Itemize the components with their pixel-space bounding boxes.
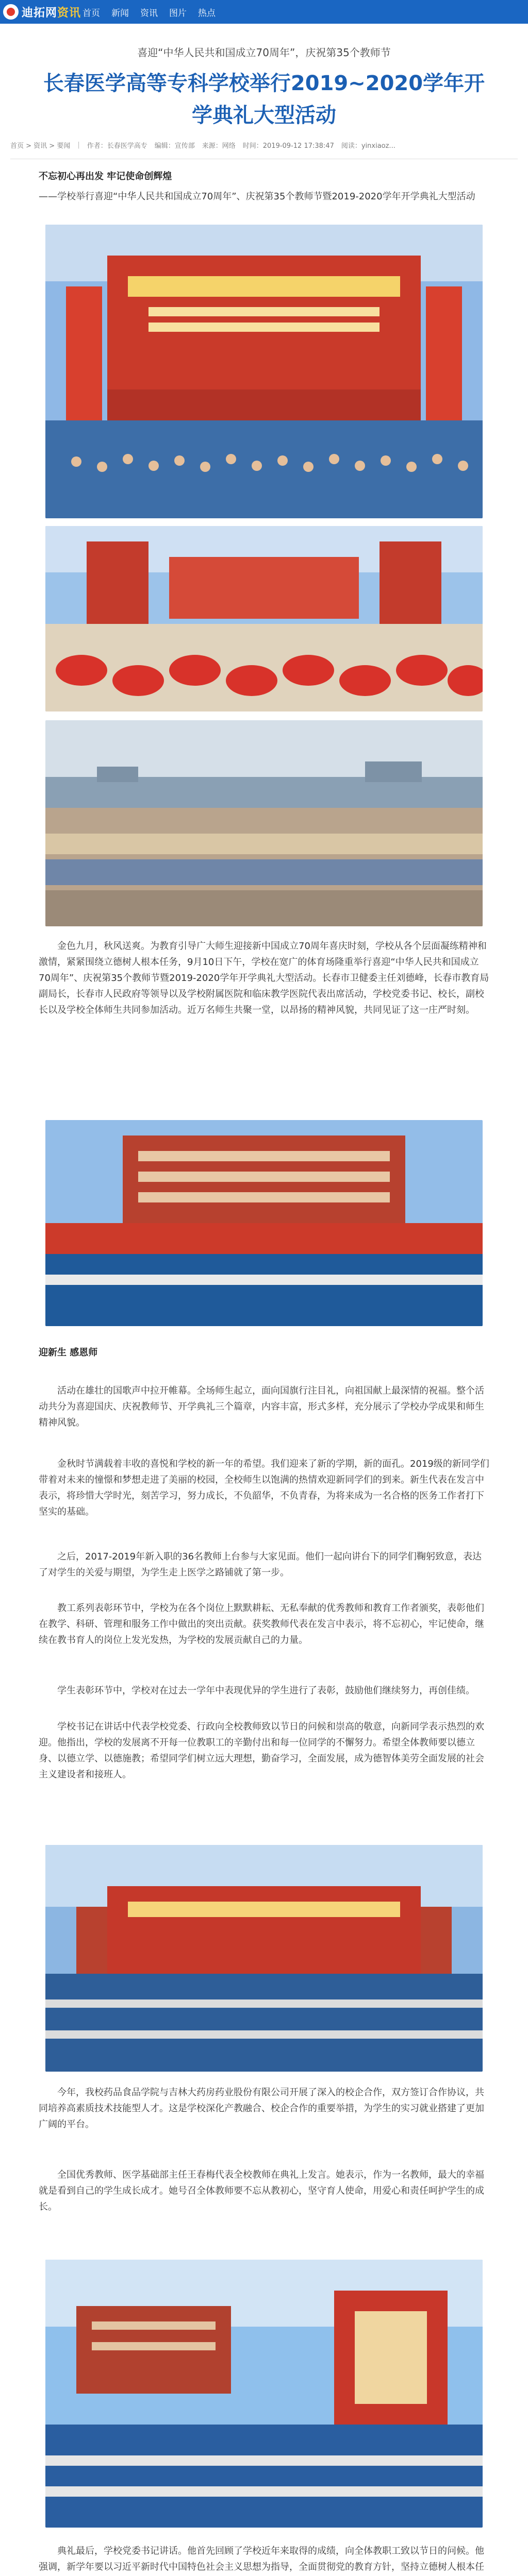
paragraph-1: 金色九月，秋风送爽。为教育引导广大师生迎接新中国成立70周年喜庆时刻，学校从各个层面凝练精神和激情，紧紧围绕立德树人根本任务，9月10日下午，学校在宽广的体育场隆重举行喜迎“中华人民共和国成立70周年”、庆祝第35个教师节暨2019-2020学年开学典礼大型活动。长春市卫健委主任刘德峰，长春市教育局副局长，长春市人民政府等领导以及学校附属医院和临床教学医院代表出席活动，学校党委书记、校长，副校长以及学校全体师生共同参加活动。近万名师生共聚一堂，以昂扬的精神风貌，共同见证了这一庄严时刻。 [39, 941, 489, 1015]
paragraph-9: 全国优秀教师、医学基础部主任王春梅代表全校教师在典礼上发言。她表示，作为一名教师，最大的幸福就是看到自己的学生成长成才。她号召全体教师要不忘从教初心，坚守育人使命，用爱心和责任呵护学生的成长。 [39, 2170, 484, 2212]
paragraph-7: 学校书记在讲话中代表学校党委、行政向全校教师致以节日的问候和崇高的敬意，向新同学表示热烈的欢迎。他指出，学校的发展离不开每一位教职工的辛勤付出和每一位同学的不懈努力。希望全体教师要以德立身、以德立学、以德施教；希望同学们树立远大理想，勤奋学习，全面发展，成为德智体美劳全面发展的社会主义建设者和接班人。 [39, 1721, 484, 1780]
logo-text-accent: 资讯 [57, 6, 81, 20]
photo-aerial-stage [45, 2260, 483, 2528]
nav-item-photos[interactable]: 图片 [169, 8, 187, 19]
logo-mark-icon [3, 4, 19, 20]
breadcrumb[interactable]: 首页 > 资讯 > 要闻 [10, 142, 71, 150]
meta-source: 来源：网络 [202, 142, 236, 150]
photo-fan-performance [45, 526, 483, 711]
meta-date: 时间：2019-09-12 17:38:47 [242, 142, 334, 150]
paragraph-3: 金秋时节满载着丰收的喜悦和学校的新一年的希望。我们迎来了新的学期，新的面孔。2019级的新同学们带着对未来的憧憬和梦想走进了美丽的校园，全校师生以饱满的热情欢迎新同学们的到来。新生代表在发言中表示，将珍惜大学时光，刻苦学习，努力成长，不负韶华，不负青春，为将来成为一名合格的医务工作者打下坚实的基础。 [39, 1459, 489, 1517]
site-logo[interactable] [3, 3, 81, 21]
meta-author: 作者：长春医学高专 [87, 142, 147, 150]
paragraph-4: 之后，2017-2019年新入职的36名教师上台参与大家见面。他们一起向讲台下的同学们鞠躬致意，表达了对学生的关爱与期望，为学生走上医学之路铺就了第一步。 [39, 1551, 482, 1578]
photo-stage-audience [45, 1845, 483, 2072]
photo-ceremony-building [45, 1120, 483, 1326]
paragraph-2: 活动在雄壮的国歌声中拉开帷幕。全场师生起立，面向国旗行注目礼，向祖国献上最深情的祝福。整个活动共分为喜迎国庆、庆祝教师节、开学典礼三个篇章，内容丰富，形式多样，充分展示了学校办学成果和师生精神风貌。 [39, 1385, 484, 1428]
top-navigation-bar [0, 0, 528, 24]
paragraph-5: 教工系列表彰环节中，学校为在各个岗位上默默耕耘、无私奉献的优秀教师和教育工作者颁奖，表彰他们在教学、科研、管理和服务工作中做出的突出贡献。获奖教师代表在发言中表示，将不忘初心，牢记使命，继续在教书育人的岗位上发光发热，为学校的发展贡献自己的力量。 [39, 1603, 484, 1646]
nav-item-info[interactable]: 资讯 [140, 8, 158, 19]
main-nav [82, 0, 216, 24]
meta-views: 阅读：yinxiaoz... [341, 142, 395, 150]
photo-stadium-crowd [45, 720, 483, 926]
paragraph-6: 学生表彰环节中，学校对在过去一学年中表现优异的学生进行了表彰，鼓励他们继续努力，再创佳绩。 [57, 1685, 475, 1696]
section-title-2: 迎新生 感恩师 [39, 1347, 98, 1358]
photo-stage-banner [45, 225, 483, 518]
article-meta: 首页 > 资讯 > 要闻 | 作者：长春医学高专 编辑：宣传部 来源：网络 时间：2019-09-12 17:38:47 阅读：yinxiaoz... [10, 141, 395, 150]
article-lead: ——学校举行喜迎“中华人民共和国成立70周年”、庆祝第35个教师节暨2019-2020学年开学典礼大型活动 [39, 191, 475, 202]
paragraph-10: 典礼最后，学校党委书记讲话。他首先回顾了学校近年来取得的成绩，向全体教职工致以节日的问候。他强调，新学年要以习近平新时代中国特色社会主义思想为指导，全面贯彻党的教育方针，坚持立德树人根本任 [39, 2546, 484, 2572]
nav-item-hot[interactable]: 热点 [198, 8, 216, 19]
logo-text-primary: 迪拓网 [22, 6, 58, 20]
section-title-1: 不忘初心再出发 牢记使命创辉煌 [39, 171, 172, 182]
meta-editor: 编辑：宣传部 [154, 142, 195, 150]
nav-item-news[interactable]: 新闻 [111, 8, 129, 19]
paragraph-8: 今年，我校药品食品学院与吉林大药房药业股份有限公司开展了深入的校企合作，双方签订合作协议，共同培养高素质技术技能型人才。这是学校深化产教融合、校企合作的重要举措，为学生的实习就业搭建了更加广阔的平台。 [39, 2087, 484, 2130]
article-headline: 长春医学高等专科学校举行2019~2020学年开学典礼大型活动 [43, 72, 485, 127]
nav-item-home[interactable]: 首页 [82, 8, 100, 19]
article-kicker: 喜迎“中华人民共和国成立70周年”，庆祝第35个教师节 [137, 46, 391, 59]
